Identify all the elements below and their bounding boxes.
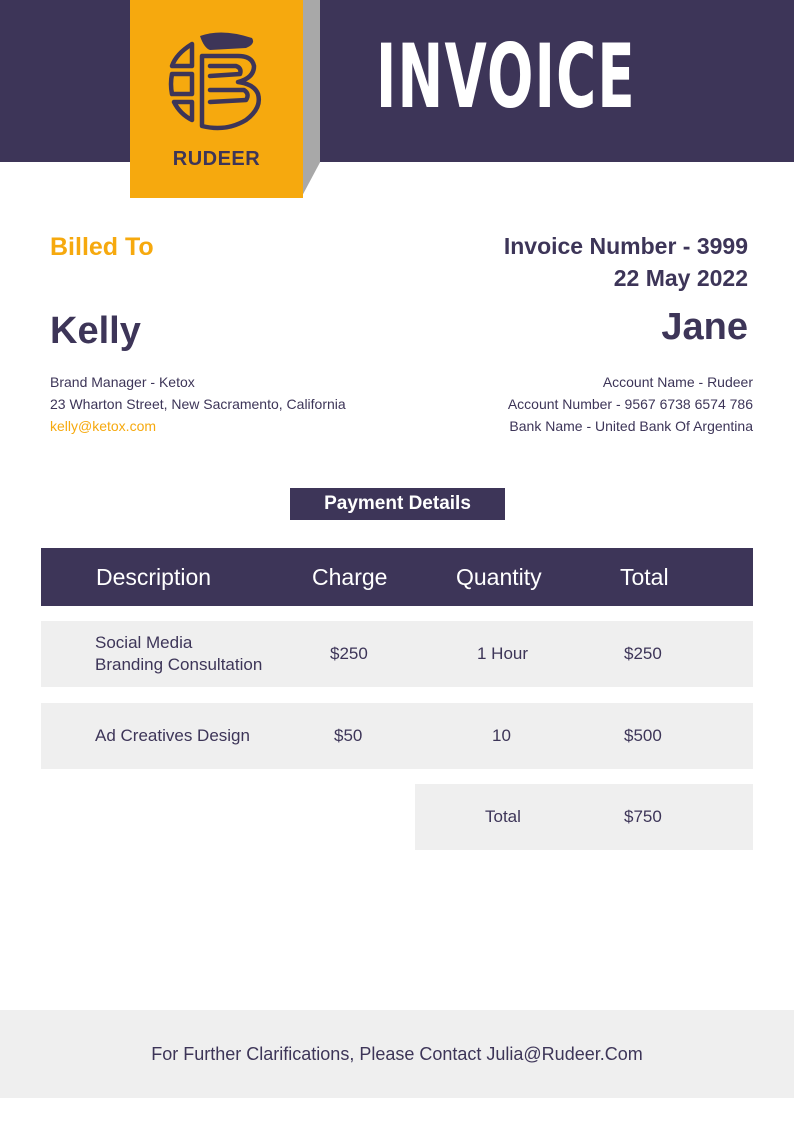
header-description: Description (96, 564, 212, 590)
invoice-title: INVOICE (376, 25, 636, 128)
client-name: Kelly (50, 310, 141, 352)
bank-name: Bank Name - United Bank Of Argentina (509, 418, 753, 434)
row-total: $250 (624, 644, 662, 663)
total-label: Total (485, 807, 521, 826)
header-total: Total (620, 564, 669, 590)
row-charge: $50 (334, 726, 363, 745)
logo-box (130, 0, 303, 198)
header-quantity: Quantity (456, 564, 542, 590)
client-info (50, 371, 346, 437)
sender-name: Jane (661, 306, 748, 348)
row-total: $500 (624, 726, 662, 745)
row-quantity: 1 Hour (477, 644, 529, 663)
total-value: $750 (624, 807, 662, 826)
client-email-link[interactable]: kelly@ketox.com (50, 418, 157, 434)
row-description-line: Social Media (95, 633, 193, 652)
client-address: 23 Wharton Street, New Sacramento, California (50, 396, 346, 412)
account-name: Account Name - Rudeer (602, 374, 753, 390)
header-charge: Charge (312, 564, 388, 590)
client-role: Brand Manager - Ketox (50, 374, 195, 390)
row-quantity: 10 (492, 726, 511, 745)
sender-info (508, 371, 753, 437)
row-description (95, 632, 295, 676)
billed-to-label: Billed To (50, 233, 154, 261)
total-row (415, 784, 753, 850)
account-number: Account Number - 9567 6738 6574 786 (507, 396, 753, 412)
row-description-line: Branding Consultation (95, 655, 263, 674)
payment-details-heading: Payment Details (290, 488, 505, 520)
brand-name: RUDEER (172, 148, 261, 170)
footer-contact: For Further Clarifications, Please Contact Julia@Rudeer.Com (0, 1010, 794, 1098)
row-charge: $250 (330, 644, 368, 663)
logo-icon (166, 28, 266, 134)
invoice-number: Invoice Number - 3999 (503, 233, 748, 259)
table-row (41, 703, 753, 769)
row-description: Ad Creatives Design (95, 726, 250, 745)
table-header (41, 548, 753, 606)
table-row (41, 621, 753, 687)
invoice-date: 22 May 2022 (613, 265, 748, 291)
